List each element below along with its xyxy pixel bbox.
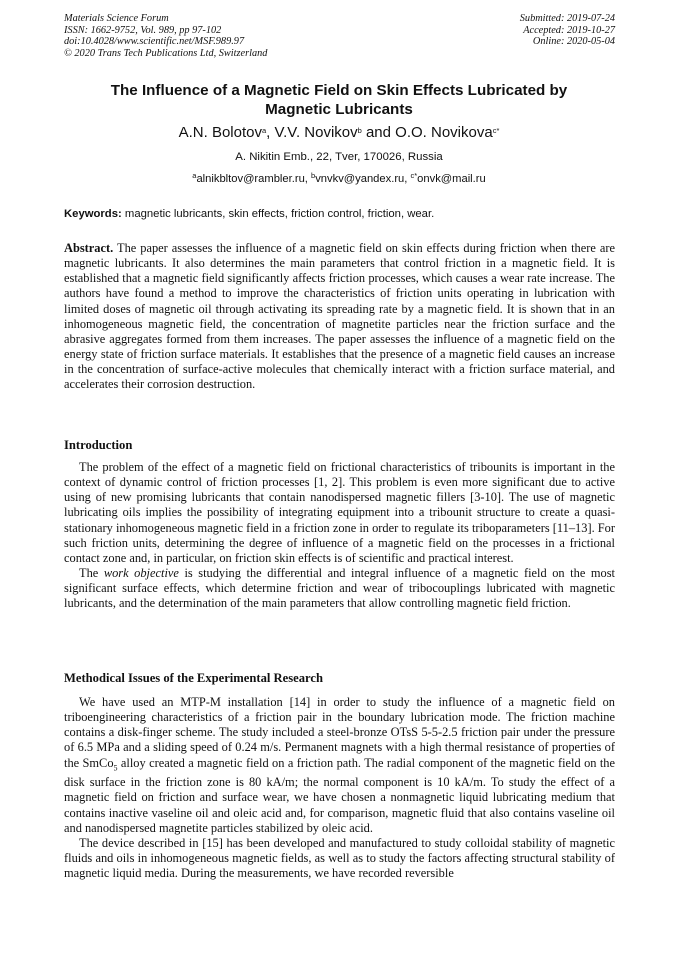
subscript: 5 [113, 763, 118, 773]
email-list [0, 173, 678, 185]
keywords [64, 208, 616, 220]
email-mark: b [311, 171, 316, 180]
introduction-body [64, 460, 615, 612]
email-mark: c* [410, 171, 418, 180]
author-affil-mark: a [262, 126, 267, 135]
journal-copyright: © 2020 Trans Tech Publications Ltd, Switzerland [64, 47, 268, 59]
keywords-label: Keywords: [64, 208, 122, 220]
text-run: alloy created a magnetic field on a friction path. The radial component of the magnetic field on the disk surface in the friction zone is 80 kA/m; the normal component is 10 kA/m. To study the effect of a magnetic field on friction and surface wear, we have chosen a nonmagnetic liquid lubricating medium that contains inactive vaseline oil and oleic acid and, for comparison, magnetic fluid that also contains vaseline oil and nanodispersed magnetite particles stabilized by oleic acid. [64, 755, 615, 835]
dates-header [520, 13, 615, 48]
keywords-text: magnetic lubricants, skin effects, friction control, friction, wear. [121, 208, 435, 220]
online-date: Online: 2020-05-04 [532, 36, 615, 48]
accepted-date: Accepted: 2019-10-27 [523, 24, 615, 36]
author-name: V.V. Novikov [274, 124, 358, 141]
author-affil-mark: b [357, 126, 362, 135]
author-affil-mark: c* [492, 126, 500, 135]
author-separator: , [266, 124, 275, 141]
paragraph [64, 695, 615, 836]
section-heading-methods: Methodical Issues of the Experimental Research [64, 671, 323, 685]
email-address: onvk@mail.ru [417, 173, 486, 185]
author-list [0, 124, 678, 141]
abstract-text: The paper assesses the influence of a magnetic field on skin effects during friction when there are magnetic lubricants. It also determines the main parameters that control friction in a magnetic field. It is established that a magnetic field significantly affects friction processes, which causes a wear rate increase. The authors have found a method to improve the characteristics of friction units operating in lubrication with limited doses of magnetic oil through activating its spreading rate by a magnetic field. It is shown that in an inhomogeneous magnetic field, the concentration of magnetite particles near the friction surface and the abrasive aggregates formed from them increases. The paper assesses the influence of a magnetic field on the energy state of friction surface materials. It establishes that the presence of a magnetic field causes an increase in the concentration of surface-active molecules that chemically interact with a friction surface material, and accelerates their corrosion destruction. [64, 241, 615, 392]
text-run: We have used an MTP-M installation [14] in order to study the influence of a magnetic field on triboengineering characteristics of a friction pair in the boundary lubrication mode. The friction machine contains a disk-finger scheme. The study included a steel-bronze OTsS 5-5-2.5 friction pair under the pressure of 6.5 MPa and a sliding speed of 0.24 m/s. Permanent magnets with a high thermal resistance of properties of the SmCo [64, 695, 615, 770]
journal-issn: ISSN: 1662-9752, Vol. 989, pp 97-102 [64, 24, 222, 36]
abstract [64, 241, 615, 393]
methods-body [64, 695, 615, 881]
email-mark: a [192, 171, 197, 180]
abstract-label: Abstract. [64, 241, 114, 255]
paragraph: The device described in [15] has been developed and manufactured to study colloidal stability of magnetic fluids and oils in inhomogeneous magnetic fields, as well as to study the factors affecting structural stability of magnetic liquid media. During the measurements, we have recorded reversible [64, 835, 615, 881]
affiliation: A. Nikitin Emb., 22, Tver, 170026, Russia [235, 151, 443, 163]
journal-header [64, 13, 267, 59]
author-name: A.N. Bolotov [178, 124, 262, 141]
author-separator: and [361, 124, 396, 141]
section-heading-introduction: Introduction [64, 438, 133, 452]
text-run: The [79, 566, 104, 581]
author-name: O.O. Novikova [395, 124, 493, 141]
paragraph [64, 566, 615, 611]
paper-title: The Influence of a Magnetic Field on Skin Effects Lubricated by Magnetic Lubricants [110, 82, 568, 118]
emphasis: work objective [103, 566, 179, 581]
journal-name: Materials Science Forum [64, 13, 169, 24]
email-address: alnikbltov@rambler.ru, [196, 173, 312, 185]
journal-doi: doi:10.4028/www.scientific.net/MSF.989.97 [64, 36, 245, 48]
email-address: vnvkv@yandex.ru, [315, 173, 411, 185]
submitted-date: Submitted: 2019-07-24 [519, 13, 615, 24]
paragraph: The problem of the effect of a magnetic field on frictional characteristics of tribounits is important in the context of dynamic control of friction processes [1, 2]. This problem is even more significant due to active using of new promising lubricants that contain nanodispersed magnetic fillers [3-10]. The use of magnetic lubricating oils implies the possibility of integrating equipment into a tribounit structure to create a quasi-stationary inhomogeneous magnetic field in a friction zone in order to regulate its triboparameters [11–13]. For such friction units, determining the degree of influence of a magnetic field on the processes in a frictional contact zone and, in particular, on friction skin effects is of scientific and practical interest. [64, 460, 615, 565]
text-run: is studying the differential and integral influence of a magnetic field on the most significant surface effects, which determine friction and wear of tribocouplings lubricated with magnetic lubricants, and the determination of the main parameters that allow controlling magnetic field friction. [64, 566, 615, 611]
